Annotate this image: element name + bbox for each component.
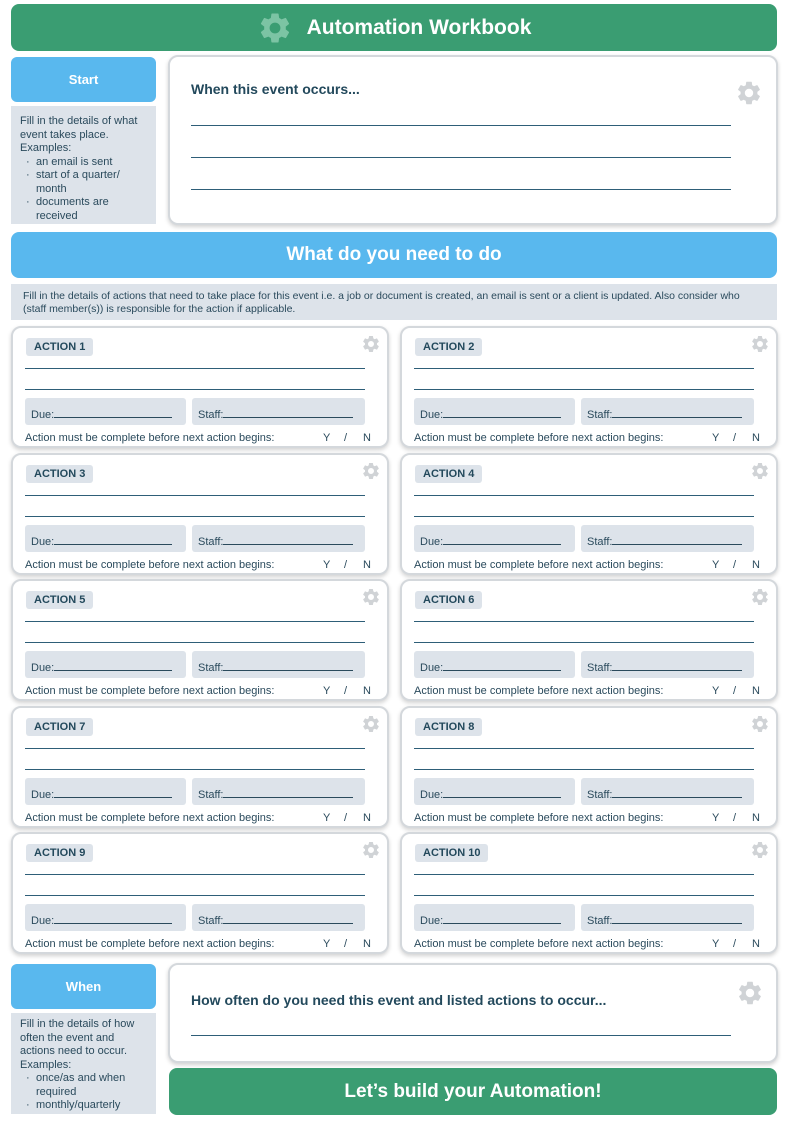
due-label: Due: [420, 535, 444, 548]
due-field[interactable] [25, 904, 186, 931]
when-examples [20, 1072, 147, 1113]
gear-icon [361, 334, 381, 354]
condition-text: Action must be complete before next action begins: [414, 938, 664, 951]
no-option[interactable]: N [752, 811, 760, 824]
due-field[interactable] [25, 651, 186, 678]
action-card [11, 453, 389, 575]
staff-field[interactable] [581, 778, 754, 805]
separator: / [733, 811, 737, 824]
condition-text: Action must be complete before next action begins: [25, 938, 275, 951]
condition-text: Action must be complete before next action begins: [25, 558, 275, 571]
write-line[interactable] [25, 895, 365, 896]
start-examples [20, 156, 147, 224]
staff-label: Staff: [198, 788, 224, 801]
gear-icon [735, 79, 763, 107]
write-line[interactable] [414, 769, 754, 770]
yes-option[interactable]: Y [712, 432, 720, 444]
frequency-prompt: How often do you need this event and listed actions to occur... [191, 992, 607, 1008]
yes-option[interactable]: Y [323, 558, 331, 571]
due-field[interactable] [414, 525, 575, 552]
write-line[interactable] [25, 389, 365, 390]
due-label: Due: [420, 788, 444, 801]
action-label: ACTION 1 [26, 338, 93, 356]
separator: / [733, 938, 737, 951]
action-label: ACTION 8 [415, 718, 482, 736]
action-card [400, 706, 778, 828]
staff-label: Staff: [198, 915, 224, 928]
due-field[interactable] [414, 778, 575, 805]
no-option[interactable]: N [363, 558, 371, 571]
yes-option[interactable]: Y [712, 811, 720, 824]
due-label: Due: [31, 788, 55, 801]
start-intro: Fill in the details of what event takes place. Examples: [20, 115, 138, 154]
event-card [168, 55, 778, 225]
gear-icon [750, 587, 770, 607]
write-line[interactable] [25, 769, 365, 770]
yes-option[interactable]: Y [323, 685, 331, 698]
no-option[interactable]: N [363, 938, 371, 951]
when-intro: Fill in the details of how often the event and actions need to occur. Examples: [20, 1018, 135, 1071]
gear-icon [257, 10, 293, 46]
action-card [11, 706, 389, 828]
action-label: ACTION 6 [415, 591, 482, 609]
write-line[interactable] [25, 874, 365, 875]
staff-label: Staff: [198, 409, 224, 421]
condition-text: Action must be complete before next action begins: [414, 811, 664, 824]
condition-text: Action must be complete before next action begins: [414, 685, 664, 698]
action-card [400, 579, 778, 701]
staff-field[interactable] [192, 525, 365, 552]
write-line[interactable] [191, 157, 731, 158]
start-label-text: Start [68, 72, 99, 87]
write-line[interactable] [25, 748, 365, 749]
gear-icon [361, 714, 381, 734]
separator: / [344, 811, 348, 824]
start-example: · start of a quarter/ month [36, 169, 147, 196]
no-option[interactable]: N [363, 432, 371, 444]
action-card [400, 453, 778, 575]
when-label [11, 964, 156, 1009]
write-line[interactable] [191, 125, 731, 126]
when-example: · monthly/quarterly [36, 1099, 147, 1113]
no-option[interactable]: N [752, 432, 760, 444]
no-option[interactable]: N [752, 685, 760, 698]
separator: / [733, 685, 737, 698]
build-automation-button[interactable] [169, 1068, 777, 1115]
header-bar [11, 4, 777, 51]
write-line[interactable] [191, 189, 731, 190]
no-option[interactable]: N [752, 938, 760, 951]
separator: / [344, 558, 348, 571]
start-label [11, 57, 156, 102]
yes-option[interactable]: Y [712, 938, 720, 951]
action-card [400, 326, 778, 448]
due-label: Due: [31, 409, 55, 421]
write-line[interactable] [414, 621, 754, 622]
condition-text: Action must be complete before next action begins: [414, 558, 664, 571]
staff-label: Staff: [587, 915, 613, 928]
separator: / [344, 685, 348, 698]
action-label: ACTION 10 [415, 844, 488, 862]
separator: / [733, 558, 737, 571]
yes-option[interactable]: Y [712, 558, 720, 571]
write-line[interactable] [25, 621, 365, 622]
write-line[interactable] [414, 368, 754, 369]
staff-label: Staff: [587, 788, 613, 801]
start-instructions [11, 106, 156, 224]
event-prompt: When this event occurs... [191, 81, 360, 97]
staff-label: Staff: [587, 535, 613, 548]
write-line[interactable] [25, 516, 365, 517]
separator: / [733, 432, 737, 444]
start-example: · an email is sent [36, 156, 147, 170]
staff-label: Staff: [587, 409, 613, 421]
yes-option[interactable]: Y [323, 811, 331, 824]
staff-field[interactable] [581, 398, 754, 425]
page-title: Automation Workbook [306, 15, 532, 39]
gear-icon [361, 461, 381, 481]
build-automation-label: Let’s build your Automation! [344, 1080, 602, 1102]
separator: / [344, 432, 348, 444]
staff-field[interactable] [192, 651, 365, 678]
write-line[interactable] [414, 516, 754, 517]
due-label: Due: [31, 535, 55, 548]
todo-banner-text: What do you need to do [286, 244, 502, 265]
staff-field[interactable] [192, 398, 365, 425]
write-line[interactable] [414, 495, 754, 496]
frequency-card [168, 963, 778, 1063]
gear-icon [750, 840, 770, 860]
due-label: Due: [420, 662, 444, 675]
todo-description: Fill in the details of actions that need to take place for this event i.e. a job or document is created, an email is sent or a client is updated. Also consider who (staff member(s)) is responsible for the action if applicable. [11, 284, 777, 320]
staff-label: Staff: [198, 662, 224, 675]
due-field[interactable] [414, 651, 575, 678]
when-label-text: When [65, 979, 102, 994]
due-label: Due: [31, 662, 55, 675]
write-line[interactable] [191, 1035, 731, 1036]
due-field[interactable] [25, 398, 186, 425]
gear-icon [736, 979, 764, 1007]
condition-text: Action must be complete before next action begins: [414, 432, 664, 444]
write-line[interactable] [25, 368, 365, 369]
write-line[interactable] [414, 748, 754, 749]
no-option[interactable]: N [363, 685, 371, 698]
action-card [11, 832, 389, 954]
action-label: ACTION 3 [26, 465, 93, 483]
due-field[interactable] [25, 778, 186, 805]
write-line[interactable] [414, 895, 754, 896]
no-option[interactable]: N [752, 558, 760, 571]
yes-option[interactable]: Y [712, 685, 720, 698]
due-label: Due: [420, 915, 444, 928]
due-field[interactable] [25, 525, 186, 552]
action-label: ACTION 5 [26, 591, 93, 609]
write-line[interactable] [25, 495, 365, 496]
write-line[interactable] [25, 642, 365, 643]
due-field[interactable] [414, 398, 575, 425]
action-card [400, 832, 778, 954]
action-label: ACTION 9 [26, 844, 93, 862]
condition-text: Action must be complete before next action begins: [25, 432, 275, 444]
due-label: Due: [420, 409, 444, 421]
action-label: ACTION 4 [415, 465, 482, 483]
action-label: ACTION 7 [26, 718, 93, 736]
when-instructions [11, 1013, 156, 1114]
no-option[interactable]: N [363, 811, 371, 824]
separator: / [344, 938, 348, 951]
gear-icon [361, 840, 381, 860]
condition-text: Action must be complete before next action begins: [25, 685, 275, 698]
gear-icon [750, 461, 770, 481]
staff-field[interactable] [581, 651, 754, 678]
write-line[interactable] [414, 874, 754, 875]
staff-label: Staff: [198, 535, 224, 548]
action-label: ACTION 2 [415, 338, 482, 356]
staff-field[interactable] [192, 904, 365, 931]
due-label: Due: [31, 915, 55, 928]
write-line[interactable] [414, 389, 754, 390]
when-example: · once/as and when required [36, 1072, 147, 1099]
gear-icon [750, 714, 770, 734]
yes-option[interactable]: Y [323, 432, 331, 444]
due-field[interactable] [414, 904, 575, 931]
action-card [11, 326, 389, 448]
write-line[interactable] [414, 642, 754, 643]
staff-label: Staff: [587, 662, 613, 675]
staff-field[interactable] [581, 525, 754, 552]
todo-banner [11, 232, 777, 278]
condition-text: Action must be complete before next action begins: [25, 811, 275, 824]
gear-icon [361, 587, 381, 607]
staff-field[interactable] [581, 904, 754, 931]
start-example: · documents are received [36, 196, 147, 223]
staff-field[interactable] [192, 778, 365, 805]
gear-icon [750, 334, 770, 354]
yes-option[interactable]: Y [323, 938, 331, 951]
action-card [11, 579, 389, 701]
